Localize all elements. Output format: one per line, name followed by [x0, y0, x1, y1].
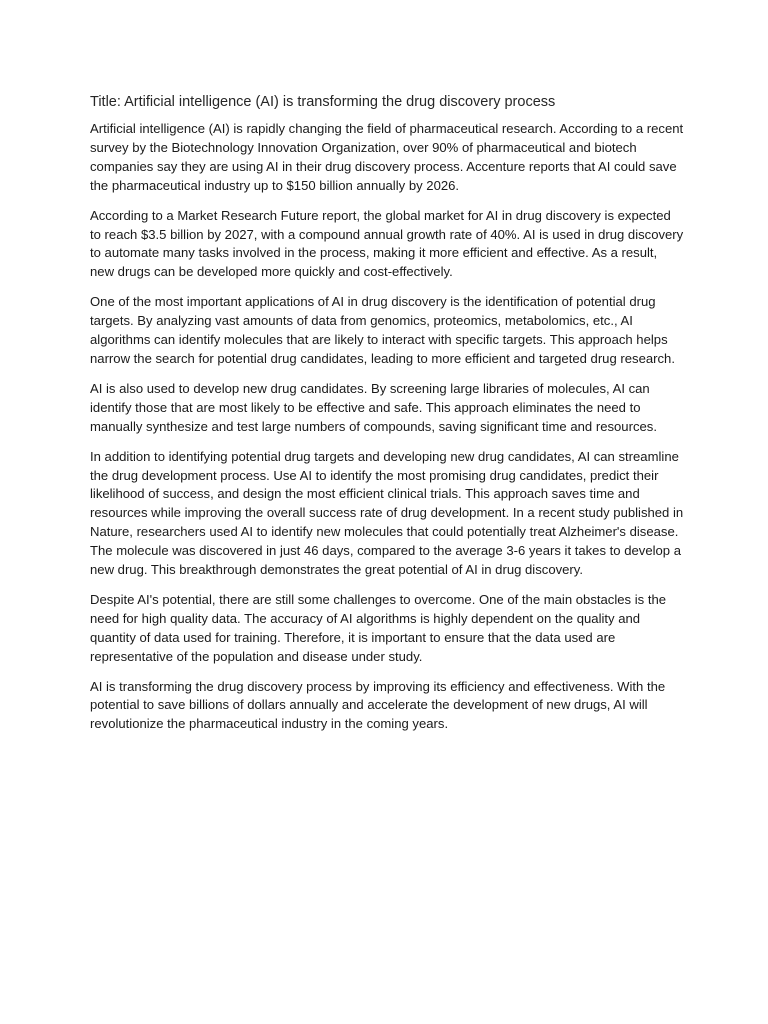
document-body	[90, 92, 684, 745]
paragraph-7: AI is transforming the drug discovery process by improving its efficiency and effectiveness. With the potential to save billions of dollars annually and accelerate the development of new drugs, AI will revolutionize the pharmaceutical industry in the coming years.	[90, 678, 666, 732]
paragraph-5: In addition to identifying potential drug targets and developing new drug candidates, AI can streamline the drug development process. Use AI to identify the most promising drug candidates, predict their likelihood of success, and design the most efficient clinical trials. This approach saves time and resources while improving the overall success rate of drug development. In a recent study published in Nature, researchers used AI to identify new molecules that could potentially treat Alzheimer's disease. The molecule was discovered in just 46 days, compared to the average 3-6 years it takes to develop a new drug. This breakthrough demonstrates the great potential of AI in drug discovery.	[90, 448, 684, 578]
paragraph-1: Artificial intelligence (AI) is rapidly changing the field of pharmaceutical research. According to a recent survey by the Biotechnology Innovation Organization, over 90% of pharmaceutical and biotech companies say they are using AI in their drug discovery process. Accenture reports that AI could save the pharmaceutical industry up to $150 billion annually by 2026.	[90, 121, 684, 193]
paragraph-4: AI is also used to develop new drug candidates. By screening large libraries of molecules, AI can identify those that are most likely to be effective and safe. This approach eliminates the need to manually synthesize and test large numbers of compounds, saving significant time and resources.	[90, 380, 657, 434]
paragraph-3: One of the most important applications of AI in drug discovery is the identification of potential drug targets. By analyzing vast amounts of data from genomics, proteomics, metabolomics, etc., AI algorithms can identify molecules that are likely to interact with specific targets. This approach helps narrow the search for potential drug candidates, leading to more efficient and targeted drug research.	[90, 294, 675, 366]
document-title: Title: Artificial intelligence (AI) is transforming the drug discovery process	[90, 94, 556, 110]
paragraph-2: According to a Market Research Future report, the global market for AI in drug discovery is expected to reach $3.5 billion by 2027, with a compound annual growth rate of 40%. AI is used in drug discovery to automate many tasks involved in the process, making it more efficient and effective. As a result, new drugs can be developed more quickly and cost-effectively.	[90, 207, 684, 280]
paragraph-6: Despite AI's potential, there are still some challenges to overcome. One of the main obstacles is the need for high quality data. The accuracy of AI algorithms is highly dependent on the quality and quantity of data used for training. Therefore, it is important to ensure that the data used are representative of the population and disease under study.	[90, 591, 667, 664]
